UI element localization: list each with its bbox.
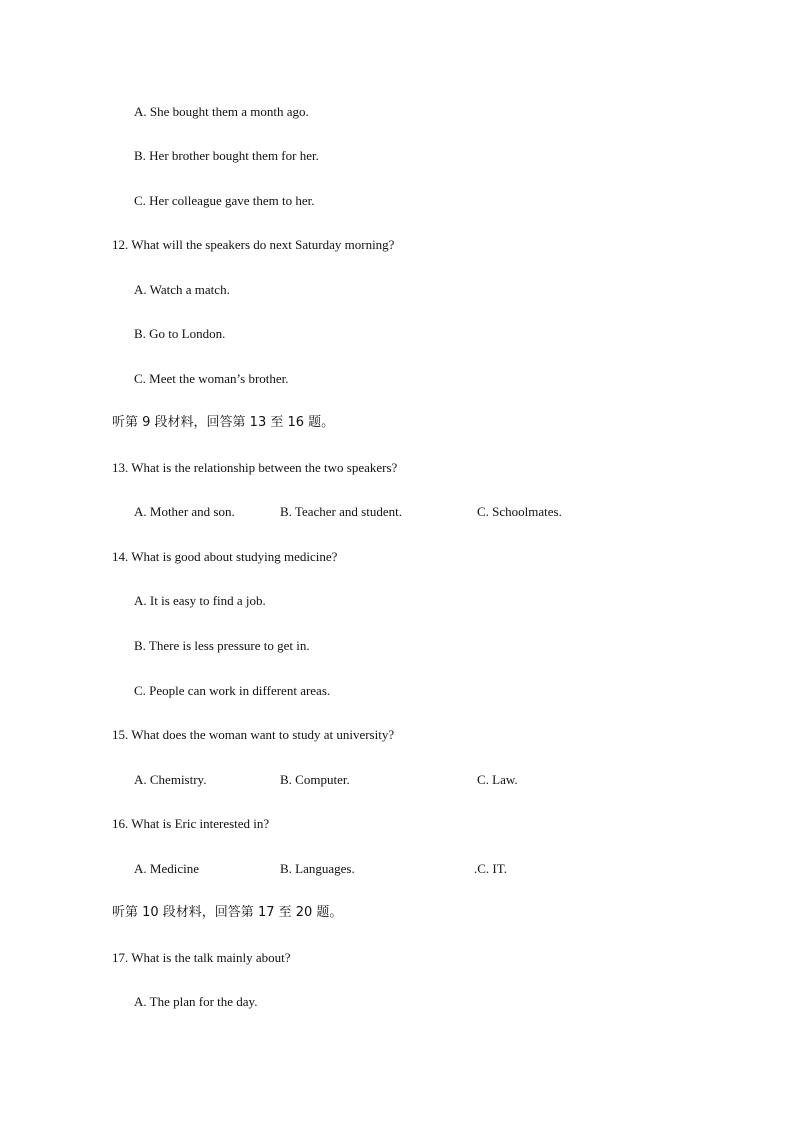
q16-option-c: .C. IT. [474, 861, 507, 876]
q13-option-c: C. Schoolmates. [477, 504, 562, 519]
section-10-instruction: 听第 10 段材料，回答第 17 至 20 题。 [112, 905, 343, 920]
q14-option-a: A. It is easy to find a job. [134, 593, 266, 608]
q17-option-a: A. The plan for the day. [134, 994, 258, 1009]
q13-question: 13. What is the relationship between the two speakers? [112, 460, 398, 475]
q15-question: 15. What does the woman want to study at university? [112, 727, 395, 742]
q15-option-c: C. Law. [477, 772, 518, 787]
q12-option-b: B. Go to London. [134, 326, 226, 341]
section-9-instruction: 听第 9 段材料，回答第 13 至 16 题。 [112, 415, 335, 430]
q17-question: 17. What is the talk mainly about? [112, 950, 291, 965]
q12-option-c: C. Meet the woman’s brother. [134, 371, 289, 386]
q16-option-b: B. Languages. [280, 861, 355, 876]
q15-option-a: A. Chemistry. [134, 772, 207, 787]
q14-option-c: C. People can work in different areas. [134, 683, 331, 698]
q13-option-a: A. Mother and son. [134, 504, 235, 519]
q13-option-b: B. Teacher and student. [280, 504, 402, 519]
q14-question: 14. What is good about studying medicine? [112, 549, 338, 564]
q16-option-a: A. Medicine [134, 861, 199, 876]
q11-option-b: B. Her brother bought them for her. [134, 148, 319, 163]
q11-option-a: A. She bought them a month ago. [134, 104, 309, 119]
q12-option-a: A. Watch a match. [134, 282, 230, 297]
q12-question: 12. What will the speakers do next Saturday morning? [112, 237, 395, 252]
q11-option-c: C. Her colleague gave them to her. [134, 193, 315, 208]
q15-option-b: B. Computer. [280, 772, 350, 787]
q16-question: 16. What is Eric interested in? [112, 816, 270, 831]
q14-option-b: B. There is less pressure to get in. [134, 638, 310, 653]
